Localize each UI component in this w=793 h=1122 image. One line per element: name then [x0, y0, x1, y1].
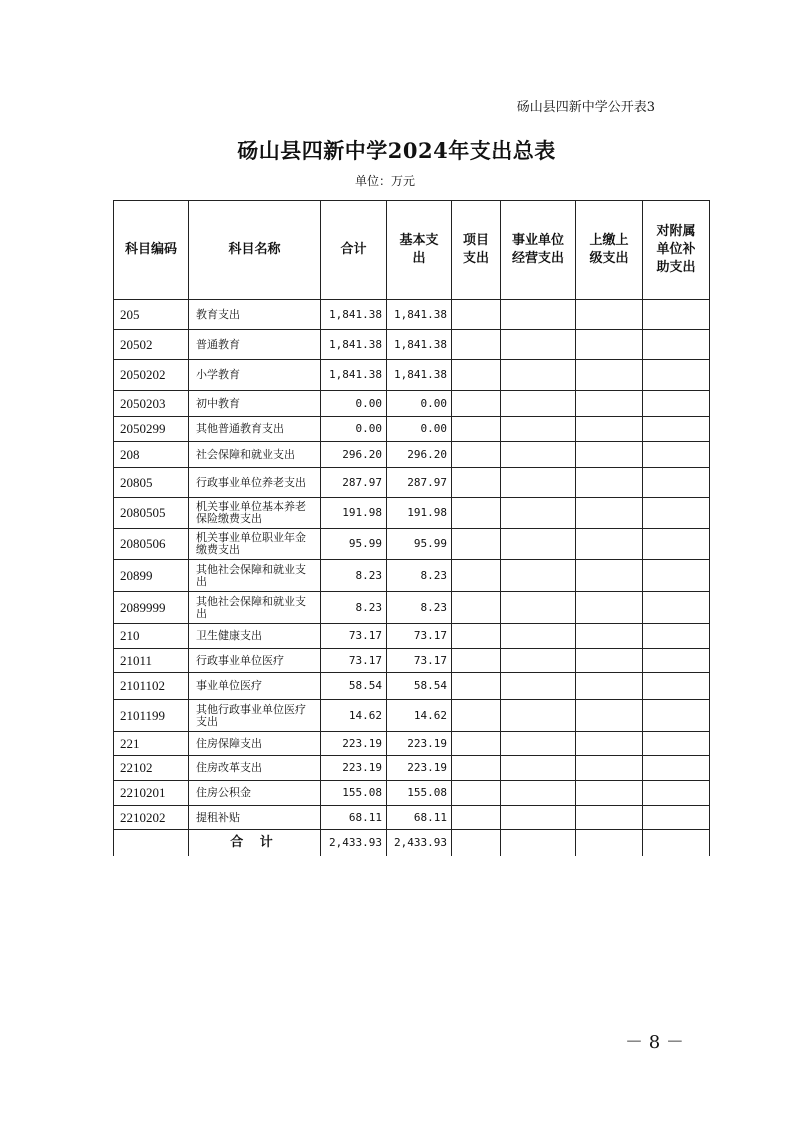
cell-total: 95.99 [321, 529, 387, 560]
cell-subsidy [643, 781, 710, 806]
cell-code: 2050203 [114, 391, 189, 417]
cell-business [501, 700, 576, 732]
cell-basic: 1,841.38 [387, 330, 452, 360]
cell-code: 208 [114, 442, 189, 468]
cell-name: 社会保障和就业支出 [189, 442, 321, 468]
table-row [114, 529, 710, 560]
cell-remit [576, 468, 643, 498]
cell-name: 其他普通教育支出 [189, 417, 321, 442]
cell-business [501, 300, 576, 330]
cell-project [452, 700, 501, 732]
cell-name: 其他行政事业单位医疗支出 [189, 700, 321, 732]
cell-subsidy [643, 330, 710, 360]
cell-total: 0.00 [321, 417, 387, 442]
cell-basic: 1,841.38 [387, 300, 452, 330]
cell-code: 20805 [114, 468, 189, 498]
cell-business [501, 806, 576, 830]
cell-project [452, 330, 501, 360]
cell-business [501, 830, 576, 856]
cell-project [452, 756, 501, 781]
cell-code: 2101102 [114, 673, 189, 700]
table-row [114, 442, 710, 468]
cell-basic: 296.20 [387, 442, 452, 468]
cell-name: 机关事业单位基本养老保险缴费支出 [189, 498, 321, 529]
cell-total: 68.11 [321, 806, 387, 830]
table-row [114, 330, 710, 360]
cell-subsidy [643, 700, 710, 732]
cell-business [501, 468, 576, 498]
cell-total: 8.23 [321, 592, 387, 624]
table-row [114, 649, 710, 673]
cell-remit [576, 781, 643, 806]
cell-business [501, 391, 576, 417]
column-header-business: 事业单位 经营支出 [501, 201, 576, 300]
cell-remit [576, 592, 643, 624]
cell-remit [576, 417, 643, 442]
table-row [114, 806, 710, 830]
table-row [114, 498, 710, 529]
cell-subsidy [643, 391, 710, 417]
cell-basic: 0.00 [387, 417, 452, 442]
cell-remit [576, 442, 643, 468]
cell-basic: 95.99 [387, 529, 452, 560]
table-total-row [114, 830, 710, 856]
cell-project [452, 417, 501, 442]
cell-subsidy [643, 756, 710, 781]
cell-subsidy [643, 360, 710, 391]
cell-name: 行政事业单位医疗 [189, 649, 321, 673]
table-row [114, 592, 710, 624]
cell-remit [576, 700, 643, 732]
cell-basic: 8.23 [387, 560, 452, 592]
cell-remit [576, 806, 643, 830]
table-row [114, 360, 710, 391]
column-header-name: 科目名称 [189, 201, 321, 300]
cell-code: 205 [114, 300, 189, 330]
cell-total: 191.98 [321, 498, 387, 529]
cell-name: 行政事业单位养老支出 [189, 468, 321, 498]
cell-total: 0.00 [321, 391, 387, 417]
cell-total: 58.54 [321, 673, 387, 700]
cell-code: 2210201 [114, 781, 189, 806]
cell-project [452, 360, 501, 391]
cell-basic: 14.62 [387, 700, 452, 732]
cell-code: 2050202 [114, 360, 189, 391]
page-number: － 8 － [625, 1032, 684, 1053]
cell-project [452, 468, 501, 498]
cell-code: 20899 [114, 560, 189, 592]
cell-code [114, 830, 189, 856]
cell-name: 其他社会保障和就业支出 [189, 560, 321, 592]
cell-business [501, 360, 576, 391]
table-row [114, 560, 710, 592]
cell-remit [576, 624, 643, 649]
cell-basic: 287.97 [387, 468, 452, 498]
cell-remit [576, 498, 643, 529]
cell-total: 73.17 [321, 649, 387, 673]
cell-remit [576, 560, 643, 592]
cell-business [501, 673, 576, 700]
cell-project [452, 649, 501, 673]
cell-name: 其他社会保障和就业支出 [189, 592, 321, 624]
table-row [114, 732, 710, 756]
cell-project [452, 300, 501, 330]
cell-total: 155.08 [321, 781, 387, 806]
table-row [114, 300, 710, 330]
cell-name: 初中教育 [189, 391, 321, 417]
cell-project [452, 624, 501, 649]
cell-subsidy [643, 732, 710, 756]
cell-project [452, 560, 501, 592]
cell-basic: 191.98 [387, 498, 452, 529]
cell-code: 2050299 [114, 417, 189, 442]
column-header-project: 项目 支出 [452, 201, 501, 300]
cell-remit [576, 649, 643, 673]
table-row [114, 673, 710, 700]
cell-code: 2089999 [114, 592, 189, 624]
table-body [114, 300, 710, 856]
column-header-remit: 上缴上 级支出 [576, 201, 643, 300]
cell-project [452, 529, 501, 560]
cell-total: 1,841.38 [321, 300, 387, 330]
cell-project [452, 498, 501, 529]
cell-total: 287.97 [321, 468, 387, 498]
page-title: 砀山县四新中学2024年支出总表 [237, 138, 556, 163]
cell-name: 小学教育 [189, 360, 321, 391]
cell-business [501, 624, 576, 649]
table-row [114, 756, 710, 781]
cell-subsidy [643, 529, 710, 560]
cell-project [452, 732, 501, 756]
column-header-total: 合计 [321, 201, 387, 300]
cell-project [452, 830, 501, 856]
column-header-subsidy: 对附属 单位补 助支出 [643, 201, 710, 300]
cell-subsidy [643, 806, 710, 830]
cell-subsidy [643, 417, 710, 442]
cell-name: 住房公积金 [189, 781, 321, 806]
cell-basic: 155.08 [387, 781, 452, 806]
cell-total: 14.62 [321, 700, 387, 732]
cell-total: 223.19 [321, 732, 387, 756]
cell-name: 住房保障支出 [189, 732, 321, 756]
cell-code: 2210202 [114, 806, 189, 830]
cell-basic: 58.54 [387, 673, 452, 700]
cell-business [501, 781, 576, 806]
cell-subsidy [643, 624, 710, 649]
cell-business [501, 649, 576, 673]
cell-basic: 223.19 [387, 756, 452, 781]
table-row [114, 624, 710, 649]
cell-code: 2080505 [114, 498, 189, 529]
cell-remit [576, 391, 643, 417]
cell-code: 2080506 [114, 529, 189, 560]
cell-project [452, 442, 501, 468]
cell-name: 事业单位医疗 [189, 673, 321, 700]
cell-subsidy [643, 498, 710, 529]
cell-remit [576, 756, 643, 781]
cell-remit [576, 300, 643, 330]
cell-remit [576, 330, 643, 360]
cell-subsidy [643, 300, 710, 330]
table-row [114, 700, 710, 732]
cell-project [452, 592, 501, 624]
cell-total: 1,841.38 [321, 330, 387, 360]
cell-basic: 8.23 [387, 592, 452, 624]
cell-business [501, 732, 576, 756]
cell-remit [576, 360, 643, 391]
cell-total: 2,433.93 [321, 830, 387, 856]
cell-project [452, 781, 501, 806]
cell-business [501, 417, 576, 442]
table-row [114, 417, 710, 442]
table-row [114, 468, 710, 498]
cell-remit [576, 732, 643, 756]
cell-basic: 223.19 [387, 732, 452, 756]
cell-code: 221 [114, 732, 189, 756]
cell-business [501, 442, 576, 468]
cell-code: 2101199 [114, 700, 189, 732]
cell-name: 机关事业单位职业年金缴费支出 [189, 529, 321, 560]
cell-business [501, 498, 576, 529]
cell-remit [576, 830, 643, 856]
cell-name: 住房改革支出 [189, 756, 321, 781]
cell-subsidy [643, 649, 710, 673]
cell-business [501, 529, 576, 560]
cell-basic: 2,433.93 [387, 830, 452, 856]
cell-basic: 73.17 [387, 649, 452, 673]
cell-subsidy [643, 592, 710, 624]
cell-basic: 73.17 [387, 624, 452, 649]
cell-total: 8.23 [321, 560, 387, 592]
cell-project [452, 673, 501, 700]
cell-remit [576, 673, 643, 700]
column-header-basic: 基本支 出 [387, 201, 452, 300]
table-row [114, 781, 710, 806]
cell-basic: 0.00 [387, 391, 452, 417]
cell-total: 296.20 [321, 442, 387, 468]
cell-business [501, 560, 576, 592]
cell-business [501, 756, 576, 781]
unit-label: 单位：万元 [355, 174, 416, 188]
cell-total: 223.19 [321, 756, 387, 781]
cell-basic: 68.11 [387, 806, 452, 830]
cell-code: 210 [114, 624, 189, 649]
cell-subsidy [643, 560, 710, 592]
cell-project [452, 806, 501, 830]
cell-business [501, 330, 576, 360]
cell-name: 普通教育 [189, 330, 321, 360]
cell-name: 卫生健康支出 [189, 624, 321, 649]
cell-code: 21011 [114, 649, 189, 673]
document-label: 砀山县四新中学公开表3 [516, 100, 655, 115]
cell-subsidy [643, 673, 710, 700]
cell-code: 20502 [114, 330, 189, 360]
cell-subsidy [643, 830, 710, 856]
column-header-code: 科目编码 [114, 201, 189, 300]
cell-total: 73.17 [321, 624, 387, 649]
table-row [114, 391, 710, 417]
cell-name: 教育支出 [189, 300, 321, 330]
total-label: 合 计 [189, 830, 321, 856]
cell-subsidy [643, 468, 710, 498]
cell-business [501, 592, 576, 624]
cell-subsidy [643, 442, 710, 468]
cell-code: 22102 [114, 756, 189, 781]
cell-project [452, 391, 501, 417]
cell-remit [576, 529, 643, 560]
table-header-row [114, 201, 710, 300]
cell-name: 提租补贴 [189, 806, 321, 830]
cell-basic: 1,841.38 [387, 360, 452, 391]
cell-total: 1,841.38 [321, 360, 387, 391]
expenditure-table [113, 200, 710, 856]
